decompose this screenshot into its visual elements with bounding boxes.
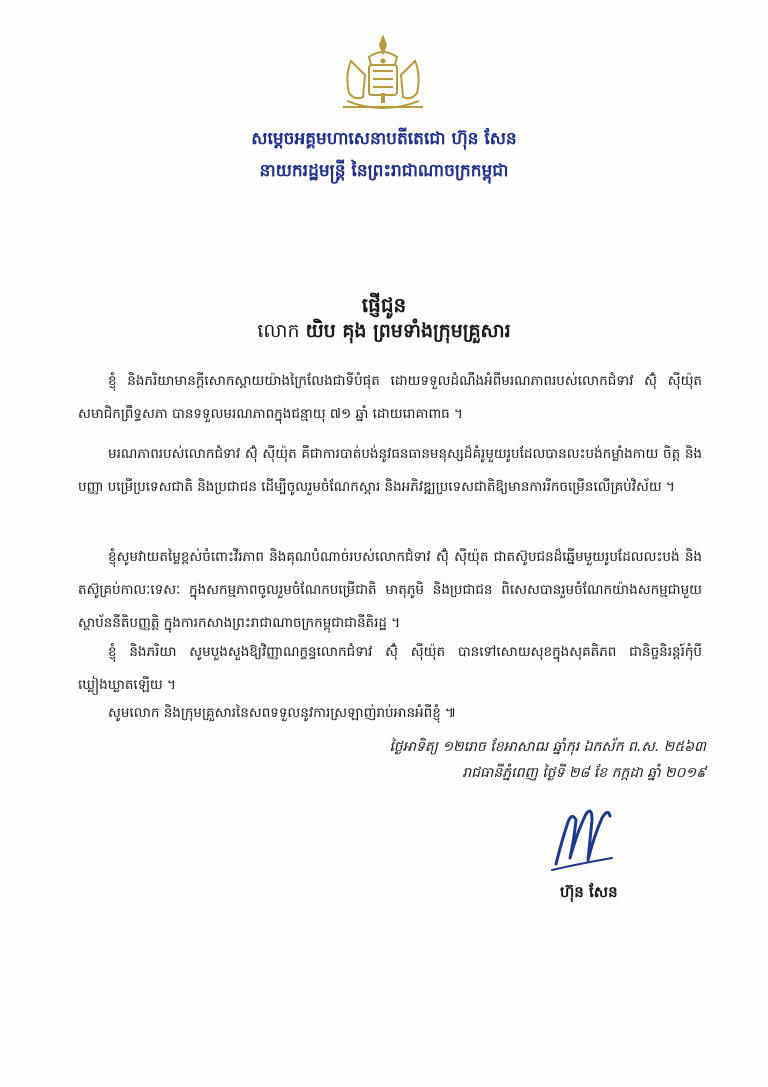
office-title: សម្តេចអគ្គមហាសេនាបតីតេជោ ហ៊ុន សែន xyxy=(251,129,517,149)
paragraph-5 xyxy=(78,697,702,730)
signer-name: ហ៊ុន សែន xyxy=(560,883,618,901)
paragraph-3-text: ខ្ញុំសូមវាយតម្លៃខ្ពស់ចំពោះវីរភាព និងគុណបំណាច់របស់លោកជំទាវ ស៊ុំ ស៊ីយ៉ុត ជាតស៊ូបជនដ៏ឆ្នើមមួយរូបដែលលះបង់ និងតស៊ូគ្រប់កាលៈទេសៈ ក្នុងសកម្មភាពចូលរួមចំណែកបម្រើជាតិ មាតុភូមិ និងប្រជាជន ពិសេសបានរួមចំណែកយ៉ាងសកម្មជាមួយស្ថាប័ននីតិបញ្ញត្តិ ក្នុងការកសាងព្រះរាជាណាចក្រកម្ពុជាជានីតិរដ្ឋ ។ xyxy=(78,549,702,631)
paragraph-1 xyxy=(78,365,702,431)
recipient-line xyxy=(0,319,768,347)
place-date: រាជធានីភ្នំពេញ ថ្ងៃទី ២៨ ខែ កក្កដា ឆ្នាំ ២០១៩ xyxy=(462,765,706,781)
paragraph-3 xyxy=(78,541,702,640)
paragraph-4 xyxy=(78,636,702,702)
to-label: ផ្ញើជូន xyxy=(361,293,407,317)
recipient-name: យិប គុង ព្រមទាំងក្រុមគ្រួសារ xyxy=(305,320,511,342)
paragraph-4-text: ខ្ញុំ និងភរិយា សូមបួងសួងឱ្យវិញ្ញាណក្ខន្ធលោកជំទាវ ស៊ុំ ស៊ីយ៉ុត បានទៅសោយសុខក្នុងសុគតិភព ជានិច្ចនិរន្តរ៍កុំបីឃ្លៀងឃ្លាតឡើយ ។ xyxy=(78,644,702,693)
paragraph-5-text: សូមលោក និងក្រុមគ្រួសារនៃសពទទួលនូវការស្រឡាញ់រាប់អានអំពីខ្ញុំ ៕ xyxy=(108,705,457,721)
paragraph-2-text: មរណភាពរបស់លោកជំទាវ ស៊ុំ ស៊ីយ៉ុត គឺជាការបាត់បង់នូវធនធានមនុស្សដ៏គំរូមួយរូបដែលបានលះបង់កម្លាំងកាយ ចិត្ត និងបញ្ញា បម្រើប្រទេសជាតិ និងប្រជាជន ដើម្បីចូលរួមចំណែកស្តារ និងអភិវឌ្ឍប្រទេសជាតិឱ្យមានការរីកចម្រើនលើគ្រប់វិស័យ ។ xyxy=(78,446,702,495)
royal-coat-of-arms-emblem xyxy=(333,35,433,117)
office-subtitle: នាយករដ្ឋមន្ត្រី នៃព្រះរាជាណាចក្រកម្ពុជា xyxy=(259,161,509,181)
recipient-prefix: លោក xyxy=(257,320,300,342)
handwritten-signature xyxy=(548,800,618,872)
paragraph-2 xyxy=(78,438,702,504)
lunar-date: ថ្ងៃអាទិត្យ ១២រោច ខែអាសាឍ ឆ្នាំកុរ ឯកស័ក ព.ស. ២៥៦៣ xyxy=(389,739,706,755)
paragraph-1-text: ខ្ញុំ និងភរិយាមានក្តីសោកស្តាយយ៉ាងក្រៃលែងជាទីបំផុត ដោយទទួលដំណឹងអំពីមរណភាពរបស់លោកជំទាវ ស៊ុំ ស៊ីយ៉ុត សមាជិកព្រឹទ្ធសភា បានទទួលមរណភាពក្នុងជន្មាយុ ៧១ ឆ្នាំ ដោយរោគាពាធ ។ xyxy=(78,373,702,422)
